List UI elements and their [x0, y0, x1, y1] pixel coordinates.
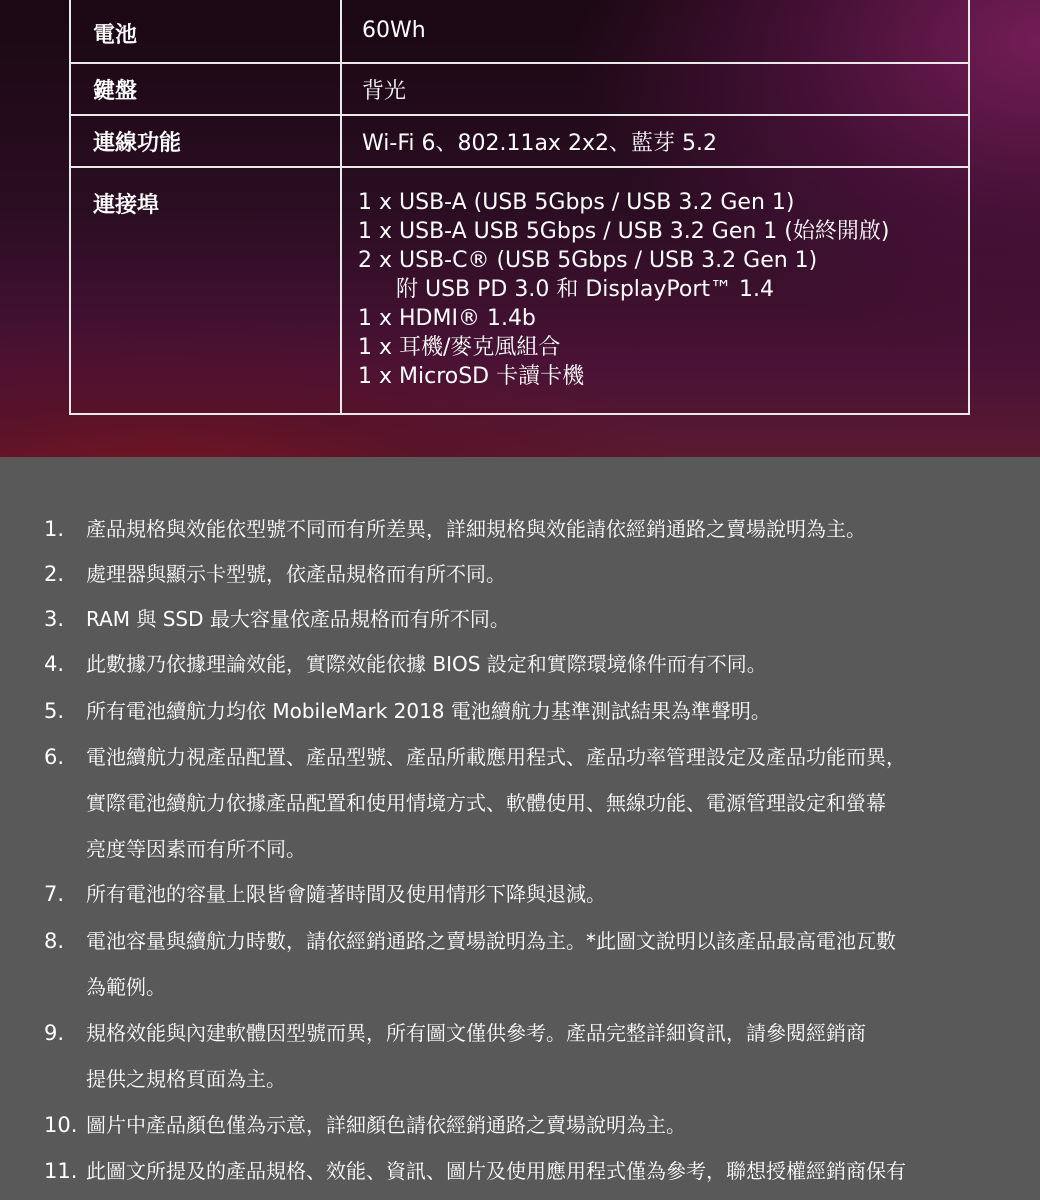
- footnote-line: 產品規格與效能依型號不同而有所差異，詳細規格與效能請依經銷通路之賣場說明為主。: [86, 517, 866, 541]
- port-line: 1 x USB-A (USB 5Gbps / USB 3.2 Gen 1): [358, 190, 795, 215]
- port-line: 1 x HDMI® 1.4b: [358, 306, 536, 331]
- footnote-line: 所有電池的容量上限皆會隨著時間及使用情形下降與退減。: [86, 882, 606, 906]
- footnote-text: [86, 641, 1016, 687]
- spec-row-keyboard: [70, 63, 969, 115]
- footnote-text: [86, 871, 1016, 917]
- footnote-number: 8.: [44, 929, 65, 953]
- footnote-text: [86, 688, 1016, 734]
- footnote-line: 亮度等因素而有所不同。: [86, 837, 306, 861]
- footnote-line: 所有電池續航力均依 MobileMark 2018 電池續航力基準測試結果為準聲明。: [86, 699, 771, 723]
- spec-label: 電池: [70, 0, 341, 63]
- spec-row-battery: [70, 0, 969, 63]
- footnote-text: [86, 1148, 1016, 1194]
- spec-row-ports: [70, 167, 969, 414]
- port-line: 1 x 耳機/麥克風組合: [358, 335, 561, 360]
- footnote-line: 圖片中產品顏色僅為示意，詳細顏色請依經銷通路之賣場說明為主。: [86, 1113, 686, 1137]
- footnote-number: 11.: [44, 1159, 78, 1183]
- footnote-text: [86, 734, 1016, 872]
- footnote-text: [86, 551, 1016, 597]
- footnote-number: 6.: [44, 745, 65, 769]
- spec-label: 連接埠: [70, 167, 341, 414]
- spec-label: 連線功能: [70, 115, 341, 167]
- footnote-number: 1.: [44, 517, 65, 541]
- footnote-line: 此圖文所提及的產品規格、效能、資訊、圖片及使用應用程式僅為參考，聯想授權經銷商保有: [86, 1159, 906, 1183]
- footnote-number: 10.: [44, 1113, 78, 1137]
- port-line: 1 x MicroSD 卡讀卡機: [358, 364, 585, 389]
- footnote-line: 實際電池續航力依據產品配置和使用情境方式、軟體使用、無線功能、電源管理設定和螢幕: [86, 791, 886, 815]
- footnote-line: 為範例。: [86, 975, 166, 999]
- footnote-number: 7.: [44, 882, 65, 906]
- spec-label: 鍵盤: [70, 63, 341, 115]
- spec-row-connectivity: [70, 115, 969, 167]
- footnote-line: RAM 與 SSD 最大容量依產品規格而有所不同。: [86, 607, 510, 631]
- footnote-line: 此數據乃依據理論效能，實際效能依據 BIOS 設定和實際環境條件而有不同。: [86, 652, 767, 676]
- footnote-number: 9.: [44, 1021, 65, 1045]
- footnote-number: 4.: [44, 652, 65, 676]
- footnote-line: 規格效能與內建軟體因型號而異，所有圖文僅供參考。產品完整詳細資訊，請參閱經銷商: [86, 1021, 866, 1045]
- port-line: 附 USB PD 3.0 和 DisplayPort™ 1.4: [396, 277, 775, 302]
- footnotes-section: [0, 457, 1040, 1200]
- footnote-line: 電池續航力視產品配置、產品型號、產品所載應用程式、產品功率管理設定及產品功能而異，: [86, 745, 906, 769]
- spec-value-ports: [341, 167, 969, 414]
- footnote-number: 2.: [44, 562, 65, 586]
- footnote-text: [86, 506, 1016, 552]
- port-line: 2 x USB-C® (USB 5Gbps / USB 3.2 Gen 1): [358, 248, 818, 273]
- spec-value: 背光: [341, 63, 969, 115]
- footnote-number: 5.: [44, 699, 65, 723]
- footnote-text: [86, 918, 1016, 1010]
- footnote-line: 處理器與顯示卡型號，依產品規格而有所不同。: [86, 562, 506, 586]
- spec-section: [0, 0, 1040, 457]
- spec-value: Wi-Fi 6、802.11ax 2x2、藍芽 5.2: [341, 115, 969, 167]
- footnote-text: [86, 1010, 1016, 1102]
- footnote-line: 電池容量與續航力時數，請依經銷通路之賣場說明為主。*此圖文說明以該產品最高電池瓦數: [86, 929, 896, 953]
- footnote-line: 提供之規格頁面為主。: [86, 1067, 286, 1091]
- footnote-text: [86, 1102, 1016, 1148]
- footnote-text: [86, 596, 1016, 642]
- footnote-number: 3.: [44, 607, 65, 631]
- spec-value: 60Wh: [341, 0, 969, 63]
- port-line: 1 x USB-A USB 5Gbps / USB 3.2 Gen 1 (始終開啟): [358, 219, 890, 244]
- spec-table: [69, 0, 970, 415]
